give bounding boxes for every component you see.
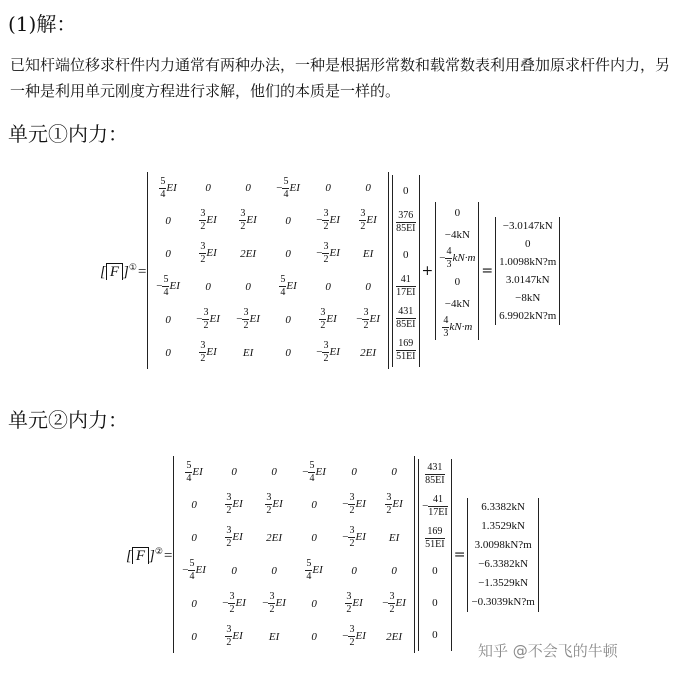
unit1-matrix-cell: $\frac{3}{2}$ EI: [200, 340, 217, 364]
unit1-displacement-vector-entry: $\frac{169}{51EI}$: [396, 338, 416, 362]
unit2-matrix-cell: $\frac{5}{4}$ EI: [306, 558, 323, 582]
unit1-matrix-cell: 0: [365, 182, 371, 194]
unit1-force-vector-label: [ F ]①=: [100, 261, 148, 280]
unit2-force-vector-label: [ F ]②=: [126, 545, 174, 564]
unit1-matrix-cell: EI: [242, 346, 254, 359]
unit2-displacement-vector-entry: − $\frac{41}{17EI}$: [422, 494, 448, 518]
unit2-displacement-vector-entry: $\frac{169}{51EI}$: [425, 526, 445, 550]
unit1-matrix-cell: − $\frac{3}{2}$ EI: [316, 241, 340, 265]
unit1-fixed-end-force-vector-entry: $\frac{4}{3}$ kN·m: [443, 314, 473, 339]
unit2-matrix-cell: 0: [311, 597, 317, 610]
unit2-displacement-vector-entry: $\frac{431}{85EI}$: [425, 462, 445, 486]
unit1-matrix-cell: 0: [285, 247, 291, 260]
unit1-matrix-cell: 0: [285, 214, 291, 227]
unit2-matrix-cell: 0: [191, 597, 197, 610]
unit1-matrix-cell: 2EI: [360, 346, 376, 359]
unit2-equation: [126, 456, 539, 653]
unit2-matrix-cell: − $\frac{3}{2}$ EI: [222, 591, 246, 615]
unit2-matrix-cell: EI: [268, 630, 280, 643]
unit1-matrix-cell: − $\frac{5}{4}$ EI: [156, 274, 180, 298]
unit2-matrix-cell: 0: [311, 630, 317, 643]
unit1-result-vector-entry: −8kN: [515, 291, 541, 304]
unit1-matrix-cell: 0: [325, 182, 331, 194]
unit2-matrix-cell: 2EI: [266, 531, 282, 544]
unit2-matrix-cell: 0: [391, 466, 397, 478]
unit2-matrix-cell: 0: [271, 466, 277, 478]
unit2-matrix-cell: 0: [191, 630, 197, 643]
unit2-result-vector-entry: 1.3529kN: [481, 520, 525, 532]
unit1-fixed-end-force-vector: [435, 202, 479, 340]
unit2-stiffness-matrix: [173, 456, 415, 653]
unit1-fixed-end-force-vector-entry: − $\frac{4}{3}$ kN·m: [439, 245, 476, 270]
unit2-result-vector-entry: 6.3382kN: [481, 501, 525, 513]
unit1-displacement-vector-entry: 0: [403, 184, 409, 197]
unit1-matrix-cell: − $\frac{3}{2}$ EI: [316, 340, 340, 364]
unit1-matrix-cell: $\frac{3}{2}$ EI: [360, 208, 377, 232]
unit2-matrix-cell: − $\frac{3}{2}$ EI: [382, 591, 406, 615]
unit1-matrix-cell: 0: [245, 280, 251, 293]
unit2-result-vector-entry: −1.3529kN: [478, 577, 529, 589]
unit2-matrix-cell: − $\frac{3}{2}$ EI: [342, 492, 366, 516]
unit2-matrix-cell: − $\frac{3}{2}$ EI: [342, 624, 366, 648]
unit1-displacement-vector-entry: $\frac{376}{85EI}$: [396, 210, 416, 234]
unit1-result-vector-entry: 3.0147kN: [505, 273, 550, 286]
unit1-matrix-cell: 0: [245, 182, 251, 194]
unit2-matrix-cell: − $\frac{5}{4}$ EI: [302, 459, 326, 484]
unit1-plus-sign: +: [421, 262, 434, 279]
unit1-fixed-end-force-vector-entry: −4kN: [444, 228, 470, 241]
unit2-result-vector-entry: −0.3039kN?m: [471, 596, 535, 608]
unit2-matrix-cell: 0: [311, 531, 317, 544]
unit1-fixed-end-force-vector-entry: 0: [454, 206, 461, 219]
unit2-heading: 单元②内力：: [8, 408, 128, 432]
unit1-stiffness-matrix: [147, 172, 389, 369]
unit1-heading: 单元①内力：: [8, 122, 128, 146]
unit1-result-vector-entry: −3.0147kN: [502, 219, 553, 232]
unit2-matrix-cell: $\frac{3}{2}$ EI: [226, 624, 243, 648]
unit2-matrix-cell: $\frac{3}{2}$ EI: [386, 492, 403, 516]
unit2-matrix-cell: − $\frac{3}{2}$ EI: [262, 591, 286, 615]
unit2-matrix-cell: 0: [391, 564, 397, 577]
unit1-result-vector-entry: 0: [524, 237, 531, 250]
unit2-result-vector: [467, 498, 538, 612]
unit2-matrix-cell: 2EI: [386, 630, 402, 643]
unit1-displacement-vector-entry: $\frac{431}{85EI}$: [396, 306, 416, 330]
unit2-matrix-cell: 0: [231, 466, 237, 478]
unit1-matrix-cell: − $\frac{3}{2}$ EI: [356, 307, 380, 331]
unit2-matrix-cell: 0: [351, 564, 357, 577]
unit1-matrix-cell: 0: [165, 214, 171, 227]
unit1-displacement-vector-entry: 0: [403, 248, 409, 261]
unit2-matrix-cell: 0: [191, 498, 197, 511]
unit1-result-vector: [495, 217, 560, 325]
unit1-matrix-cell: 0: [205, 280, 211, 293]
unit2-result-vector-entry: −6.3382kN: [478, 558, 529, 570]
unit1-equals-sign: =: [481, 262, 494, 279]
unit1-result-vector-entry: 6.9902kN?m: [499, 309, 557, 322]
unit2-displacement-vector-entry: 0: [432, 628, 438, 641]
unit1-equation: [100, 172, 560, 369]
unit2-matrix-cell: 0: [191, 531, 197, 544]
unit1-matrix-cell: EI: [362, 247, 374, 260]
unit2-matrix-cell: 0: [271, 564, 277, 577]
intro-paragraph: 已知杆端位移求杆件内力通常有两种办法，一种是根据形常数和载常数表利用叠加原求杆件内力，另一种是利用单元刚度方程进行求解，他们的本质是一样的。: [10, 56, 671, 100]
unit1-matrix-cell: − $\frac{3}{2}$ EI: [316, 208, 340, 232]
solution-title: (1)解：: [8, 12, 77, 36]
unit1-matrix-cell: 0: [165, 346, 171, 359]
unit2-matrix-cell: $\frac{5}{4}$ EI: [186, 459, 203, 484]
unit1-fixed-end-force-vector-entry: 0: [454, 275, 461, 288]
unit1-matrix-cell: $\frac{5}{4}$ EI: [160, 175, 177, 200]
unit2-matrix-cell: $\frac{3}{2}$ EI: [226, 525, 243, 549]
unit1-result-vector-entry: 1.0098kN?m: [499, 255, 557, 268]
unit2-matrix-cell: 0: [351, 466, 357, 478]
unit1-matrix-cell: 0: [205, 182, 211, 194]
unit1-matrix-cell: 2EI: [240, 247, 256, 260]
unit1-matrix-cell: 0: [365, 280, 371, 293]
unit1-matrix-cell: 0: [285, 313, 291, 326]
unit1-matrix-cell: − $\frac{3}{2}$ EI: [236, 307, 260, 331]
unit2-matrix-cell: 0: [231, 564, 237, 577]
unit2-matrix-cell: − $\frac{5}{4}$ EI: [182, 558, 206, 582]
unit1-displacement-vector: [392, 175, 419, 367]
unit1-matrix-cell: $\frac{3}{2}$ EI: [200, 208, 217, 232]
unit1-matrix-cell: 0: [325, 280, 331, 293]
unit2-matrix-cell: $\frac{3}{2}$ EI: [346, 591, 363, 615]
unit1-fixed-end-force-vector-entry: −4kN: [444, 297, 470, 310]
unit2-displacement-vector-entry: 0: [432, 596, 438, 609]
unit1-displacement-vector-entry: $\frac{41}{17EI}$: [396, 274, 416, 298]
unit2-displacement-vector: [418, 459, 452, 651]
unit1-matrix-cell: 0: [165, 247, 171, 260]
unit1-matrix-cell: − $\frac{5}{4}$ EI: [276, 175, 300, 200]
watermark: 知乎 @不会飞的牛顿: [478, 642, 618, 660]
unit1-matrix-cell: $\frac{3}{2}$ EI: [240, 208, 257, 232]
unit2-displacement-vector-entry: 0: [432, 564, 438, 577]
unit2-matrix-cell: $\frac{3}{2}$ EI: [266, 492, 283, 516]
unit1-matrix-cell: $\frac{3}{2}$ EI: [200, 241, 217, 265]
unit2-matrix-cell: EI: [388, 531, 400, 544]
unit2-equals-sign: =: [453, 546, 466, 563]
unit2-matrix-cell: $\frac{3}{2}$ EI: [226, 492, 243, 516]
unit1-matrix-cell: $\frac{5}{4}$ EI: [280, 274, 297, 298]
unit2-result-vector-entry: 3.0098kN?m: [474, 539, 532, 551]
unit2-matrix-cell: − $\frac{3}{2}$ EI: [342, 525, 366, 549]
unit1-matrix-cell: 0: [285, 346, 291, 359]
unit1-matrix-cell: 0: [165, 313, 171, 326]
unit1-matrix-cell: − $\frac{3}{2}$ EI: [196, 307, 220, 331]
unit2-matrix-cell: 0: [311, 498, 317, 511]
unit1-matrix-cell: $\frac{3}{2}$ EI: [320, 307, 337, 331]
